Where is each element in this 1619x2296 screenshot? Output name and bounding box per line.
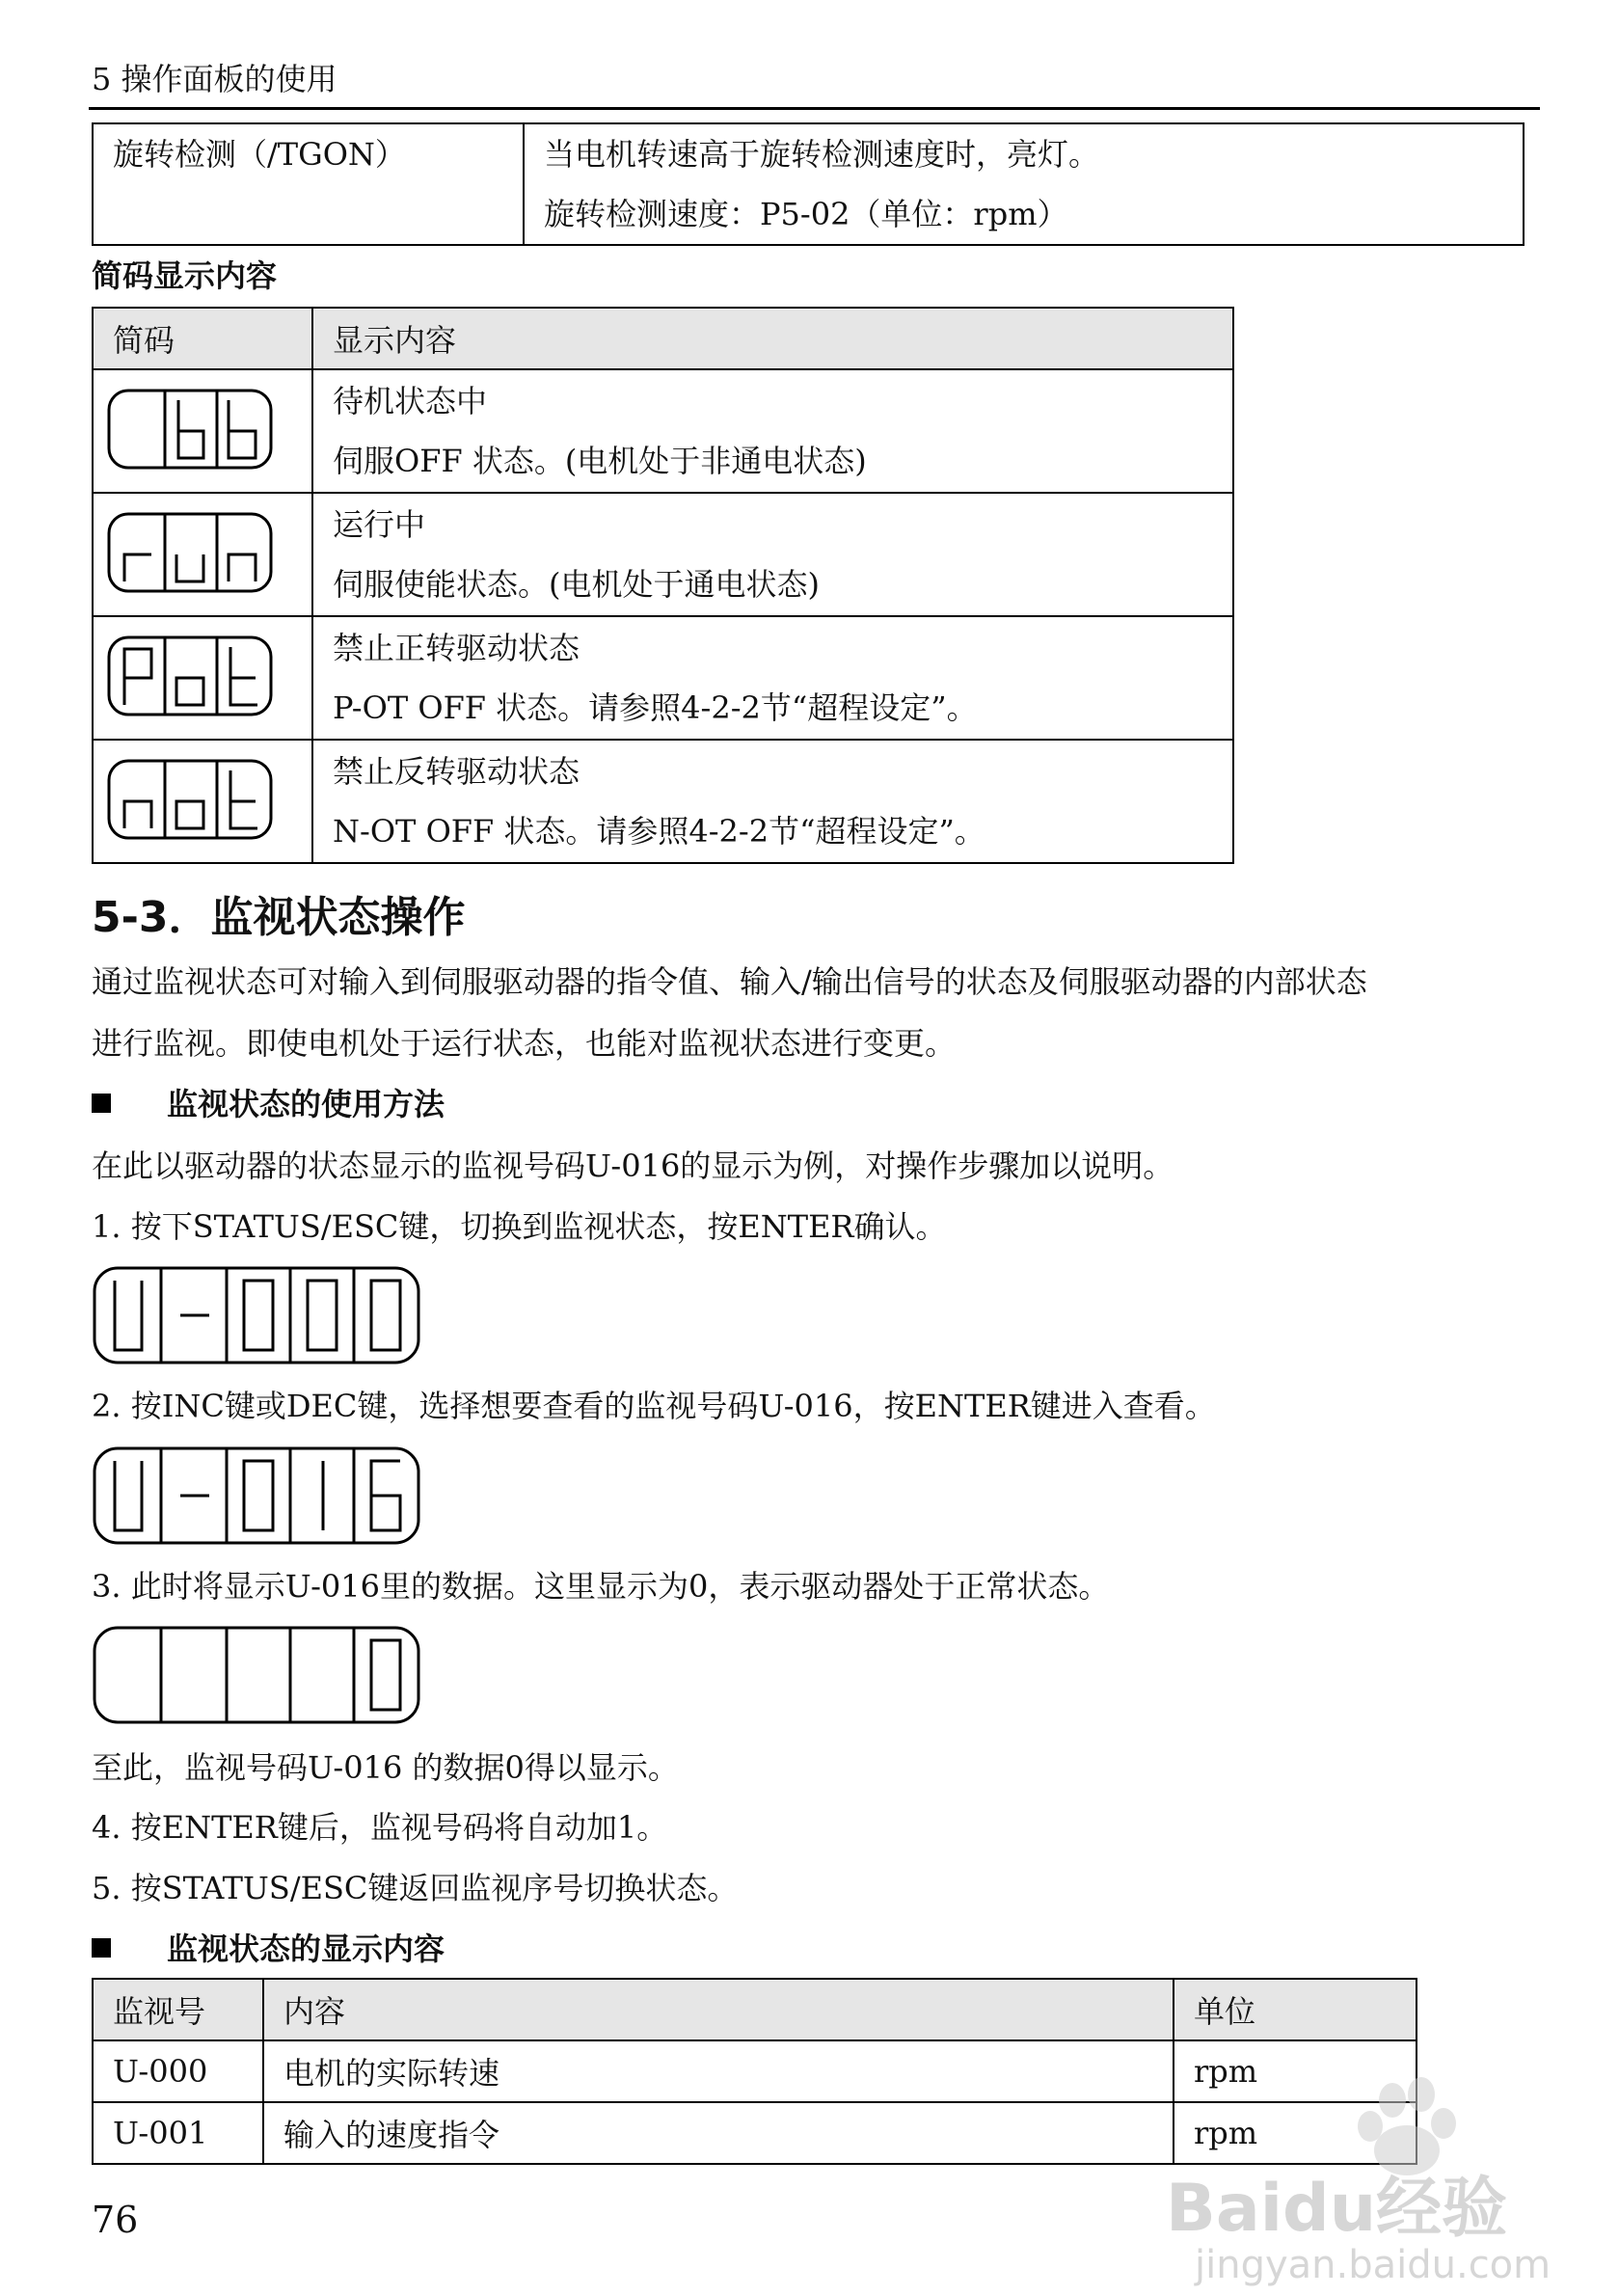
baidu-watermark [1156, 2073, 1580, 2295]
tgon-desc-cell [524, 123, 1524, 245]
tgon-desc-line1: 当电机转速高于旋转检测速度时，亮灯。 [544, 136, 1100, 173]
monitor-col-unit: 单位 [1174, 1979, 1417, 2040]
abbr-code-cell [93, 740, 312, 863]
abbr-col-code: 简码 [93, 308, 312, 369]
seg-display-not [103, 749, 277, 846]
bullet-square-icon [92, 1938, 111, 1958]
bullet-square-icon [92, 1094, 111, 1113]
monitor-row-no: U-001 [93, 2102, 263, 2164]
step-1: 1. 按下STATUS/ESC键，切换到监视状态，按ENTER确认。 [92, 1208, 947, 1245]
intro-line-1: 通过监视状态可对输入到伺服驱动器的指令值、输入/输出信号的状态及伺服驱动器的内部状态 [92, 963, 1367, 1000]
result-note: 至此，监视号码U-016 的数据0得以显示。 [92, 1749, 679, 1786]
page-header: 5 操作面板的使用 [92, 61, 337, 97]
abbr-row-detail: 伺服使能状态。(电机处于通电状态) [333, 566, 820, 603]
abbr-row-title: 禁止正转驱动状态 [333, 630, 580, 666]
monitor-row-content: 电机的实际转速 [263, 2040, 1174, 2102]
monitor-row-unit: rpm [1174, 2102, 1417, 2164]
subheading-usage-text: 监视状态的使用方法 [167, 1086, 445, 1122]
monitor-row-no: U-000 [93, 2040, 263, 2102]
abbr-row-title: 待机状态中 [333, 383, 488, 419]
tgon-name-cell [93, 123, 524, 245]
abbr-desc-cell [312, 493, 1233, 616]
seg-display-zero [92, 1623, 424, 1729]
subheading-display-text: 监视状态的显示内容 [167, 1931, 445, 1967]
step-4: 4. 按ENTER键后，监视号码将自动加1。 [92, 1809, 668, 1846]
monitor-col-no: 监视号 [93, 1979, 263, 2040]
tgon-desc-line2: 旋转检测速度：P5-02（单位：rpm） [544, 196, 1068, 232]
seg-display-pot [103, 626, 277, 722]
section-title: 5-3．监视状态操作 [92, 893, 466, 942]
example-text: 在此以驱动器的状态显示的监视号码U-016的显示为例，对操作步骤加以说明。 [92, 1148, 1174, 1184]
subheading-usage [92, 1085, 445, 1123]
abbr-row-title: 禁止反转驱动状态 [333, 753, 580, 790]
abbr-col-content: 显示内容 [312, 308, 1233, 369]
abbr-row-detail: N-OT OFF 状态。请参照4-2-2节“超程设定”。 [333, 813, 985, 850]
abbr-desc-cell [312, 616, 1233, 740]
seg-display-u000 [92, 1263, 424, 1369]
abbr-code-cell [93, 493, 312, 616]
monitor-col-content: 内容 [263, 1979, 1174, 2040]
step-5: 5. 按STATUS/ESC键返回监视序号切换状态。 [92, 1870, 739, 1906]
abbr-row-title: 运行中 [333, 506, 426, 543]
abbr-code-cell [93, 616, 312, 740]
abbr-table [92, 307, 1234, 864]
tgon-name: 旋转检测（/TGON） [113, 136, 406, 173]
abbr-desc-cell [312, 369, 1233, 493]
seg-display-u016 [92, 1444, 424, 1550]
intro-line-2: 进行监视。即使电机处于运行状态，也能对监视状态进行变更。 [92, 1025, 957, 1062]
seg-display-bb [103, 379, 277, 475]
abbr-desc-cell [312, 740, 1233, 863]
abbr-code-cell [93, 369, 312, 493]
monitor-row-content: 输入的速度指令 [263, 2102, 1174, 2164]
watermark-brand: Baidu经验 [1166, 2171, 1508, 2247]
monitor-row-unit: rpm [1174, 2040, 1417, 2102]
subheading-display [92, 1930, 445, 1968]
tgon-table [92, 122, 1525, 246]
abbr-row-detail: 伺服OFF 状态。(电机处于非通电状态) [333, 443, 867, 479]
step-2: 2. 按INC键或DEC键，选择想要查看的监视号码U-016，按ENTER键进入查看。 [92, 1388, 1216, 1424]
step-3: 3. 此时将显示U-016里的数据。这里显示为0，表示驱动器处于正常状态。 [92, 1568, 1110, 1605]
page-number: 76 [92, 2199, 139, 2241]
seg-display-run [103, 502, 277, 599]
header-divider [89, 107, 1540, 110]
abbr-row-detail: P-OT OFF 状态。请参照4-2-2节“超程设定”。 [333, 689, 978, 726]
abbr-section-title: 简码显示内容 [92, 257, 278, 294]
watermark-url: jingyan.baidu.com [1195, 2243, 1552, 2287]
